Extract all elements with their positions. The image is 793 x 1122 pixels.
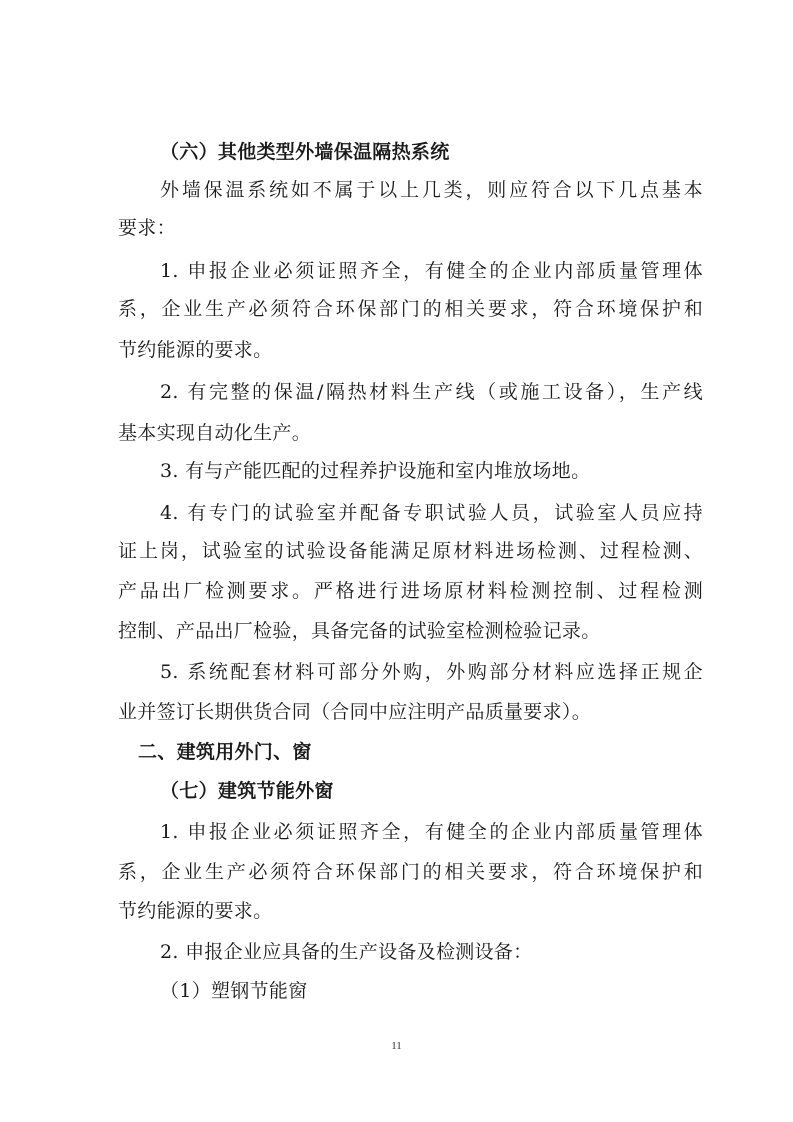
list-item-2-line: 基本实现自动化生产。 bbox=[118, 422, 312, 444]
list-item-4-line: 产品出厂检测要求。严格进行进场原材料检测控制、过程检测 bbox=[118, 580, 703, 602]
list-item-5-line: 业并签订长期供货合同（合同中应注明产品质量要求）。 bbox=[118, 701, 592, 723]
list-item-1-line: 1. 申报企业必须证照齐全，有健全的企业内部质量管理体 bbox=[160, 260, 703, 282]
list-item-4-line: 控制、产品出厂检验，具备完备的试验室检测检验记录。 bbox=[118, 620, 601, 642]
section-heading-energy-windows: （七）建筑节能外窗 bbox=[160, 780, 334, 802]
list-item-3-line: 3. 有与产能匹配的过程养护设施和室内堆放场地。 bbox=[160, 460, 591, 482]
list-item-1-line: 节约能源的要求。 bbox=[118, 339, 273, 361]
list-item-5-line: 5. 系统配套材料可部分外购，外购部分材料应选择正规企 bbox=[160, 661, 703, 683]
list-item-1-line: 节约能源的要求。 bbox=[118, 900, 273, 922]
paragraph-line: 要求： bbox=[118, 217, 176, 239]
list-item-1-line: 系，企业生产必须符合环保部门的相关要求，符合环境保护和 bbox=[118, 298, 703, 320]
list-item-2-line: 2. 申报企业应具备的生产设备及检测设备： bbox=[160, 941, 533, 963]
list-item-1-line: 1. 申报企业必须证照齐全，有健全的企业内部质量管理体 bbox=[160, 821, 703, 843]
list-item-4-line: 4. 有专门的试验室并配备专职试验人员，试验室人员应持 bbox=[160, 502, 703, 524]
list-item-4-line: 证上岗，试验室的试验设备能满足原材料进场检测、过程检测、 bbox=[118, 540, 703, 562]
section-heading-doors-windows: 二、建筑用外门、窗 bbox=[138, 741, 312, 763]
list-item-1-line: 系，企业生产必须符合环保部门的相关要求，符合环境保护和 bbox=[118, 861, 703, 883]
page-number: 11 bbox=[391, 1040, 402, 1052]
paragraph-line: 外墙保温系统如不属于以上几类，则应符合以下几点基本 bbox=[160, 179, 703, 201]
list-item-2-line: 2. 有完整的保温/隔热材料生产线（或施工设备），生产线 bbox=[160, 381, 703, 403]
sub-item-plastic-steel-window: （1）塑钢节能窗 bbox=[160, 980, 308, 1002]
section-heading-other-insulation: （六）其他类型外墙保温隔热系统 bbox=[160, 141, 450, 163]
